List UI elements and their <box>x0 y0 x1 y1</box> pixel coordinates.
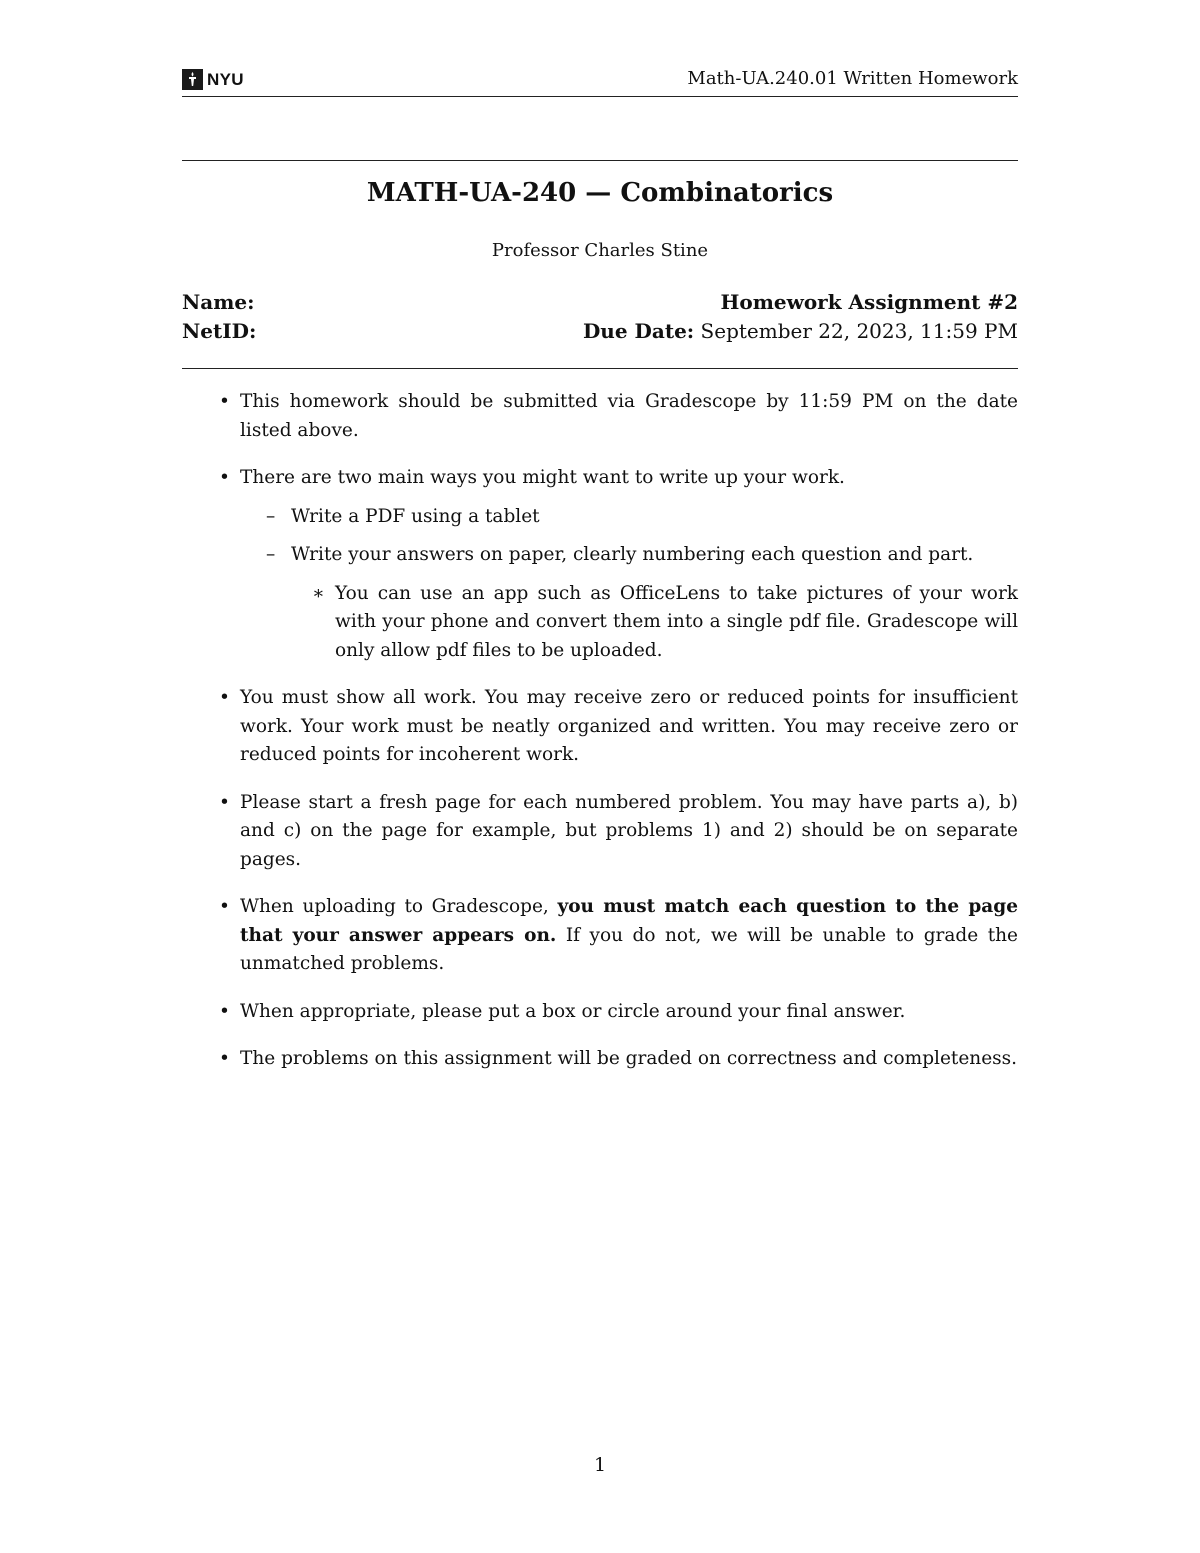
list-item <box>182 464 1018 493</box>
document-title: MATH-UA-240 — Combinatorics <box>366 178 834 208</box>
title-bottom-rule <box>182 368 1018 369</box>
bullet-icon: • <box>219 687 230 708</box>
bullet-icon: • <box>219 391 230 412</box>
due-date-label: Due Date: <box>582 319 695 343</box>
instruction-text-end: If you do not, we will be unable to grade the unmatched problems. <box>240 924 1019 974</box>
sub-list-item <box>182 541 1018 570</box>
list-item <box>182 1045 1018 1074</box>
bullet-icon: • <box>219 1000 230 1022</box>
nyu-logo <box>182 69 244 90</box>
bullet-icon: • <box>219 1048 230 1069</box>
list-item <box>182 998 1018 1027</box>
instruction-text: This homework should be submitted via Gradescope by 11:59 PM on the date listed above. <box>240 391 1018 441</box>
instructions-list <box>182 388 1018 1093</box>
instruction-text-start: When uploading to Gradescope, <box>240 896 558 917</box>
bullet-icon: • <box>219 791 230 813</box>
dash-icon: – <box>266 544 276 565</box>
sub-sub-list-item <box>182 580 1018 666</box>
instruction-text: When appropriate, please put a box or circle around your final answer. <box>240 1000 906 1022</box>
list-item <box>182 684 1018 770</box>
assignment-title: Homework Assignment #2 <box>720 290 1018 314</box>
name-label: Name: <box>182 290 255 314</box>
list-item <box>182 388 1018 445</box>
sub-list-item <box>182 503 1018 532</box>
list-item <box>182 893 1018 979</box>
page-number: 1 <box>593 1454 607 1476</box>
asterisk-icon: ∗ <box>312 582 325 604</box>
instruction-text: The problems on this assignment will be graded on correctness and completeness. <box>240 1048 1018 1069</box>
professor-name: Professor Charles Stine <box>491 240 709 261</box>
nyu-logo-text: NYU <box>207 69 244 89</box>
sub-instruction-text: Write a PDF using a tablet <box>291 505 540 527</box>
netid-label: NetID: <box>182 319 257 343</box>
list-item <box>182 789 1018 875</box>
instruction-text <box>240 896 1018 974</box>
nyu-torch-icon <box>182 69 203 90</box>
instruction-text: There are two main ways you might want to write up your work. <box>240 467 845 488</box>
title-top-rule <box>182 160 1018 161</box>
sub-sub-instruction-text: You can use an app such as OfficeLens to take pictures of your work with your phone and convert them into a single pdf file. Gradescope will only allow pdf files to be uploaded. <box>335 582 1018 661</box>
dash-icon: – <box>266 505 276 527</box>
due-date-value: September 22, 2023, 11:59 PM <box>700 319 1018 343</box>
running-header <box>182 66 1018 97</box>
bullet-icon: • <box>219 896 230 917</box>
bullet-icon: • <box>219 467 230 488</box>
due-date <box>583 319 1018 343</box>
sub-instruction-text: Write your answers on paper, clearly numbering each question and part. <box>291 544 974 565</box>
course-header-label: Math-UA.240.01 Written Homework <box>687 68 1018 89</box>
instruction-emphasis: you must match each question to the page that your answer appears on. <box>240 896 1018 946</box>
instruction-text: Please start a fresh page for each numbered problem. You may have parts a), b) and c) on the page for example, but problems 1) and 2) should be on separate pages. <box>240 791 1018 870</box>
instruction-text: You must show all work. You may receive zero or reduced points for insufficient work. Your work must be neatly organized and written. You may receive zero or reduced points for incoherent work. <box>240 687 1018 765</box>
